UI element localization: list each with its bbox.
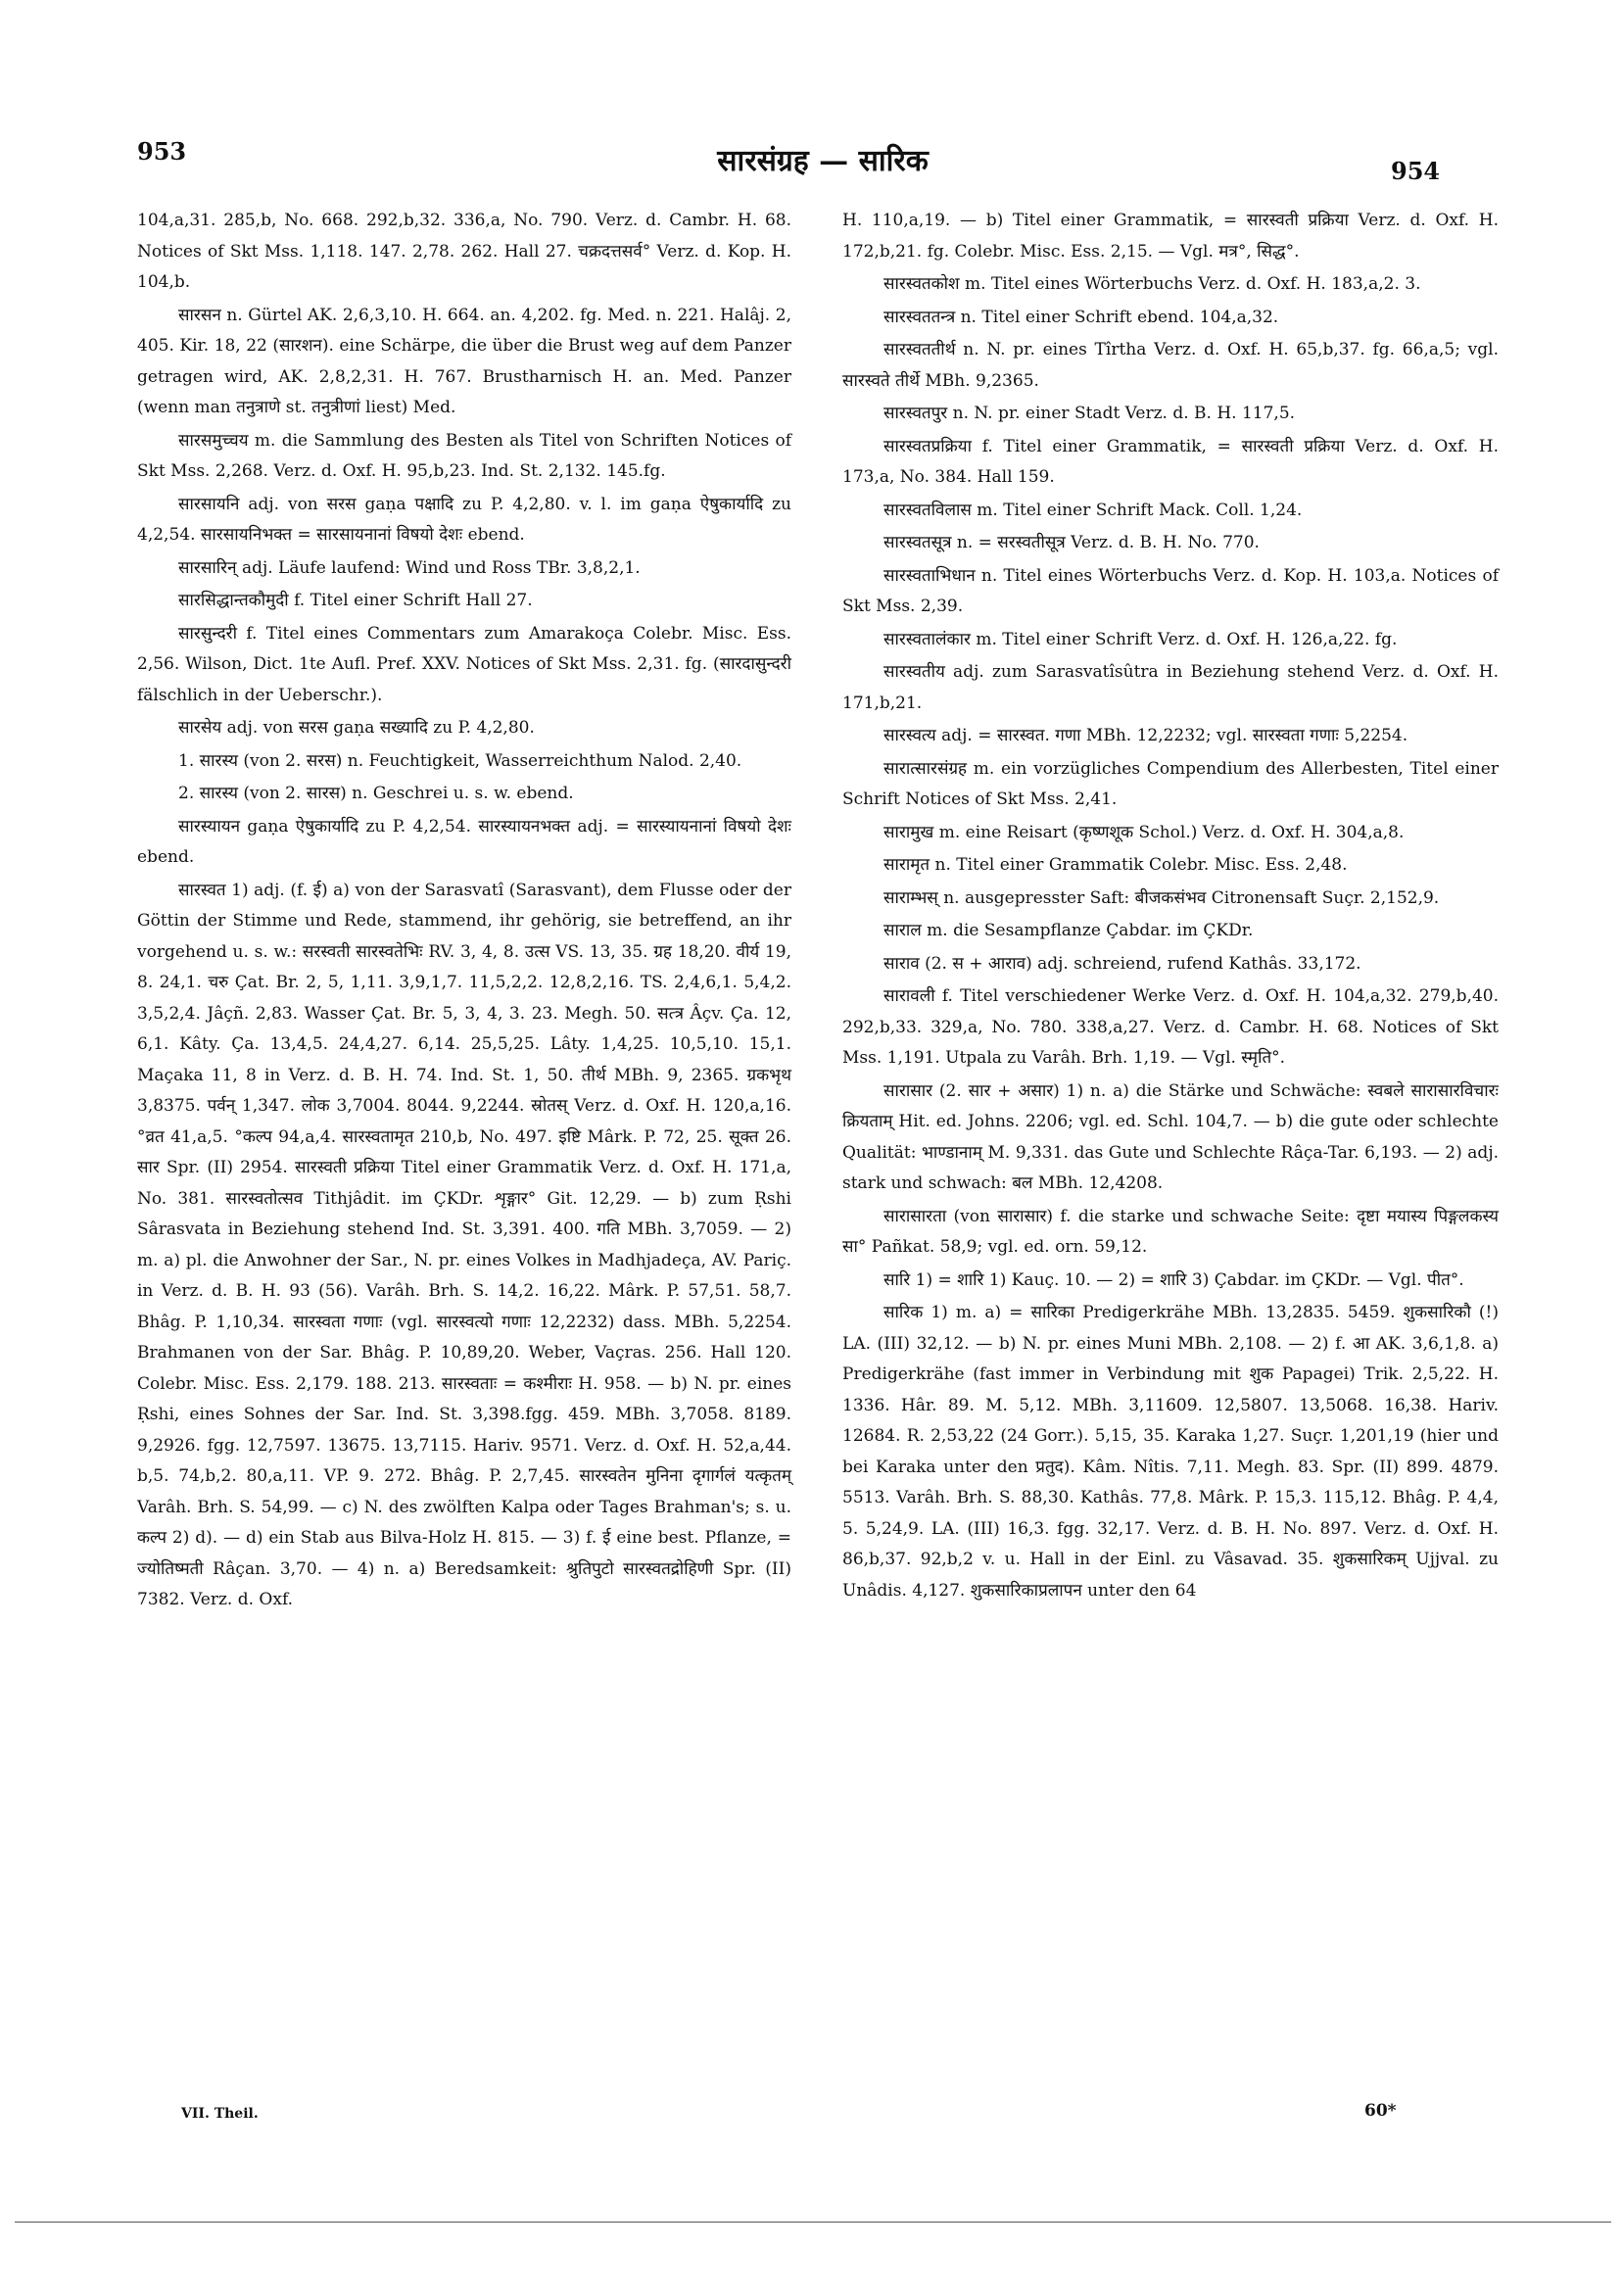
entry-paragraph: सारस्वतकोश m. Titel eines Wörterbuchs Verz. d. Oxf. H. 183,a,2. 3.	[883, 274, 1421, 294]
right-column	[842, 206, 1499, 1608]
entry-paragraph: सारिक 1) m. a) = सारिका Predigerkrähe MBh. 13,2835. 5459. शुकसारिकौ (!) LA. (III) 32,12. — b) N. pr. eines Muni MBh. 2,108. — 2) f. आ AK. 3,6,1,8. a) Predigerkrähe (fast immer in Verbindung mit शुक Papagei) Trik. 2,5,22. H. 1336. Hâr. 89. M. 5,12. MBh. 3,11609. 12,5807. 13,5068. 16,38. Hariv. 12684. R. 2,53,22 (24 Gorr.). 5,15, 35. Karaka 1,27. Suçr. 1,201,19 (hier und bei Karaka unter den प्रतुद). Kâm. Nîtis. 7,11. Megh. 83. Spr. (II) 899. 4879. 5513. Varâh. Brh. S. 88,30. Kathâs. 77,8. Mârk. P. 15,3. 115,12. Bhâg. P. 4,4, 5. 5,24,9. LA. (III) 16,3. fgg. 32,17. Verz. d. B. H. No. 897. Verz. d. Oxf. H. 86,b,37. 92,b,2 v. u. Hall in der Einl. zu Vâsavad. 35. शुकसारिकम् Ujjval. zu Unâdis. 4,127. शुकसारिकाप्रलापन unter den 64	[842, 1303, 1499, 1601]
part-label: VII. Theil.	[181, 2106, 259, 2122]
entry-paragraph: सारस्वतसूत्र n. = सरस्वतीसूत्र Verz. d. B. H. No. 770.	[883, 533, 1260, 552]
entry-paragraph: सारस्वतीय adj. zum Sarasvatîsûtra in Beziehung stehend Verz. d. Oxf. H. 171,b,21.	[842, 662, 1499, 713]
entry-paragraph: सारसेय adj. von सरस gaṇa सख्यादि zu P. 4,2,80.	[178, 718, 535, 738]
entry-paragraph: सारस्वत्य adj. = सारस्वत. गणा MBh. 12,2232; vgl. सारस्वता गणाः 5,2254.	[883, 726, 1408, 745]
entry-paragraph: सारस्यायन gaṇa ऐषुकार्यादि zu P. 4,2,54. सारस्यायनभक्त adj. = सारस्यायनानां विषयो देशः ebend.	[137, 816, 791, 867]
entry-paragraph: सारस्वतप्रक्रिया f. Titel einer Grammatik, = सारस्वती प्रक्रिया Verz. d. Oxf. H. 173,a, No. 384. Hall 159.	[842, 436, 1499, 487]
entry-paragraph: 2. सारस्य (von 2. सारस) n. Geschrei u. s. w. ebend.	[178, 784, 574, 803]
entry-paragraph: साराम्भस् n. ausgepresster Saft: बीजकसंभव Citronensaft Suçr. 2,152,9.	[883, 887, 1440, 908]
entry-paragraph: सारासारता (von सारासार) f. die starke und schwache Seite: दृष्टा मयास्य पिङ्गलकस्य सा° Pañkat. 58,9; vgl. ed. orn. 59,12.	[842, 1206, 1499, 1257]
entry-paragraph: सारस्वतालंकार m. Titel einer Schrift Verz. d. Oxf. H. 126,a,22. fg.	[883, 629, 1398, 649]
entry-paragraph: सारात्सारसंग्रह m. ein vorzügliches Compendium des Allerbesten, Titel einer Schrift Notices of Skt Mss. 2,41.	[842, 758, 1499, 809]
entry-paragraph: सारसायनि adj. von सरस gaṇa पक्षादि zu P. 4,2,80. v. l. im gaṇa ऐषुकार्यादि zu 4,2,54. सारसायनिभक्त = सारसायनानां विषयो देशः ebend.	[137, 494, 791, 545]
entry-paragraph: 104,a,31. 285,b, No. 668. 292,b,32. 336,a, No. 790. Verz. d. Cambr. H. 68. Notices of Skt Mss. 1,118. 147. 2,78. 262. Hall 27. चक्रदत्तसर्व° Verz. d. Kop. H. 104,b.	[137, 211, 791, 292]
entry-paragraph: सारि 1) = शारि 1) Kauç. 10. — 2) = शारि 3) Çabdar. im ÇKDr. — Vgl. पीत°.	[883, 1269, 1464, 1290]
entry-paragraph: H. 110,a,19. — b) Titel einer Grammatik, = सारस्वती प्रक्रिया Verz. d. Oxf. H. 172,b,21. fg. Colebr. Misc. Ess. 2,15. — Vgl. मत्र°, सिद्ध°.	[842, 211, 1499, 262]
entry-paragraph: साराल m. die Sesampflanze Çabdar. im ÇKDr.	[883, 921, 1254, 940]
entry-paragraph: सारस्वत 1) adj. (f. ई) a) von der Sarasvatî (Sarasvant), dem Flusse oder der Göttin der Stimme und Rede, stammend, ihr gehörig, sie betreffend, an ihr vorgehend u. s. w.: सरस्वती सारस्वतेभिः RV. 3, 4, 8. उत्स VS. 13, 35. ग्रह 18,20. वीर्य 19, 8. 24,1. चरु Çat. Br. 2, 5, 1,11. 3,9,1,7. 11,5,2,2. 12,8,2,16. TS. 2,4,6,1. 5,4,2. 3,5,2,4. Jâçñ. 2,83. Wasser Çat. Br. 5, 3, 4, 3. 23. Megh. 50. सत्त्र Âçv. Ça. 12, 6,1. Kâty. Ça. 13,4,5. 24,4,27. 6,14. 25,5,25. Lâty. 1,4,25. 10,5,10. 15,1. Maçaka 11, 8 in Verz. d. B. H. 74. Ind. St. 1, 50. तीर्थ MBh. 9, 2365. ग्रकभृथ 3,8375. पर्वन् 1,347. लोक 3,7004. 8044. 9,2244. स्रोतस् Verz. d. Oxf. H. 120,a,16. °व्रत 41,a,5. °कल्प 94,a,4. सारस्वतामृत 210,b, No. 497. इष्टि Mârk. P. 72, 25. सूक्त 26. सार Spr. (II) 2954. सारस्वती प्रक्रिया Titel einer Grammatik Verz. d. Oxf. H. 171,a, No. 381. सारस्वतोत्सव Tithjâdit. im ÇKDr. शृङ्गार° Git. 12,29. — b) zum Ṛshi Sârasvata in Beziehung stehend Ind. St. 3,391. 400. गति MBh. 3,7059. — 2) m. a) pl. die Anwohner der Sar., N. pr. eines Volkes in Madhjadeça, AV. Pariç. in Verz. d. B. H. 93 (56). Varâh. Brh. S. 14,2. 16,22. Mârk. P. 57,51. 58,7. Bhâg. P. 1,10,34. सारस्वता गणाः (vgl. सारस्वत्यो गणाः 12,2232) dass. MBh. 5,2254. Brahmanen von der Sar. Bhâg. P. 10,89,20. Weber, Vaçras. 256. Hall 120. Colebr. Misc. Ess. 2,179. 188. 213. सारस्वताः = कश्मीराः H. 958. — b) N. pr. eines Ṛshi, eines Sohnes der Sar. Ind. St. 3,398.fgg. 459. MBh. 3,7058. 8189. 9,2926. fgg. 12,7597. 13675. 13,7115. Hariv. 9571. Verz. d. Oxf. H. 52,a,44. b,5. 74,b,2. 80,a,11. VP. 9. 272. Bhâg. P. 2,7,45. सारस्वतेन मुनिना दृगार्गलं यत्कृतम् Varâh. Brh. S. 54,99. — c) N. des zwölften Kalpa oder Tages Brahman's; s. u. कल्प 2) d). — d) ein Stab aus Bilva-Holz H. 815. — 3) f. ई eine best. Pflanze, = ज्योतिष्मती Râçan. 3,70. — 4) n. a) Beredsamkeit: श्रुतिपुटो सारस्वतद्रोहिणी Spr. (II) 7382. Verz. d. Oxf.	[137, 880, 791, 1609]
entry-paragraph: सारासार (2. सार + असार) 1) n. a) die Stärke und Schwäche: स्वबले सारासारविचारः क्रियताम् Hit. ed. Johns. 2206; vgl. ed. Schl. 104,7. — b) die gute oder schlechte Qualität: भाण्डानाम् M. 9,331. das Gute und Schlechte Râça-Tar. 6,193. — 2) adj. stark und schwach: बल MBh. 12,4208.	[842, 1080, 1499, 1193]
left-column	[137, 206, 791, 1618]
entry-paragraph: सारसारिन् adj. Läufe laufend: Wind und Ross TBr. 3,8,2,1.	[178, 557, 641, 578]
entry-paragraph: सारसिद्धान्तकौमुदी f. Titel einer Schrift Hall 27.	[178, 591, 533, 610]
entry-paragraph: सारसुन्दरी f. Titel eines Commentars zum Amarakoça Colebr. Misc. Ess. 2,56. Wilson, Dict. 1te Aufl. Pref. XXV. Notices of Skt Mss. 2,31. fg. (सारदासुन्दरी fälschlich in der Ueberschr.).	[137, 623, 791, 705]
entry-paragraph: सारस्वतपुर n. N. pr. einer Stadt Verz. d. B. H. 117,5.	[883, 404, 1296, 423]
entry-paragraph: सारसमुच्चय m. die Sammlung des Besten als Titel von Schriften Notices of Skt Mss. 2,268. Verz. d. Oxf. H. 95,b,23. Ind. St. 2,132. 145.fg.	[137, 430, 791, 481]
entry-paragraph: सारस्वततीर्थ n. N. pr. eines Tîrtha Verz. d. Oxf. H. 65,b,37. fg. 66,a,5; vgl. सारस्वते तीर्थे MBh. 9,2365.	[842, 340, 1499, 391]
entry-paragraph: सारामृत n. Titel einer Grammatik Colebr. Misc. Ess. 2,48.	[883, 855, 1348, 875]
entry-paragraph: सारावली f. Titel verschiedener Werke Verz. d. Oxf. H. 104,a,32. 279,b,40. 292,b,33. 329,a, No. 780. 338,a,27. Verz. d. Cambr. H. 68. Notices of Skt Mss. 1,191. Utpala zu Varâh. Brh. 1,19. — Vgl. स्मृति°.	[842, 986, 1499, 1068]
entry-paragraph: सारस्वतविलास m. Titel einer Schrift Mack. Coll. 1,24.	[883, 500, 1303, 520]
bottom-rule	[15, 2222, 1611, 2223]
entry-paragraph: 1. सारस्य (von 2. सरस) n. Feuchtigkeit, Wasserreichthum Nalod. 2,40.	[178, 750, 742, 771]
entry-paragraph: सारस्वततन्त्र n. Titel einer Schrift ebend. 104,a,32.	[883, 307, 1279, 327]
running-title: सारसंग्रह — सारिक	[717, 144, 929, 178]
page-number-right: 954	[1391, 157, 1441, 185]
page-number-left: 953	[137, 137, 187, 166]
entry-paragraph: सारसन n. Gürtel AK. 2,6,3,10. H. 664. an. 4,202. fg. Med. n. 221. Halâj. 2, 405. Kir. 18, 22 (सारशन). eine Schärpe, die über die Brust weg auf dem Panzer getragen wird, AK. 2,8,2,31. H. 767. Brustharnisch H. an. Med. Panzer (wenn man तनुत्राणे st. तनुत्रीणां liest) Med.	[137, 305, 791, 417]
entry-paragraph: साराव (2. स + आराव) adj. schreiend, rufend Kathâs. 33,172.	[883, 953, 1361, 974]
entry-paragraph: सारस्वताभिधान n. Titel eines Wörterbuchs Verz. d. Kop. H. 103,a. Notices of Skt Mss. 2,39.	[842, 565, 1499, 616]
signature-mark: 60*	[1364, 2101, 1397, 2121]
entry-paragraph: सारामुख m. eine Reisart (कृष्णशूक Schol.) Verz. d. Oxf. H. 304,a,8.	[883, 822, 1405, 842]
